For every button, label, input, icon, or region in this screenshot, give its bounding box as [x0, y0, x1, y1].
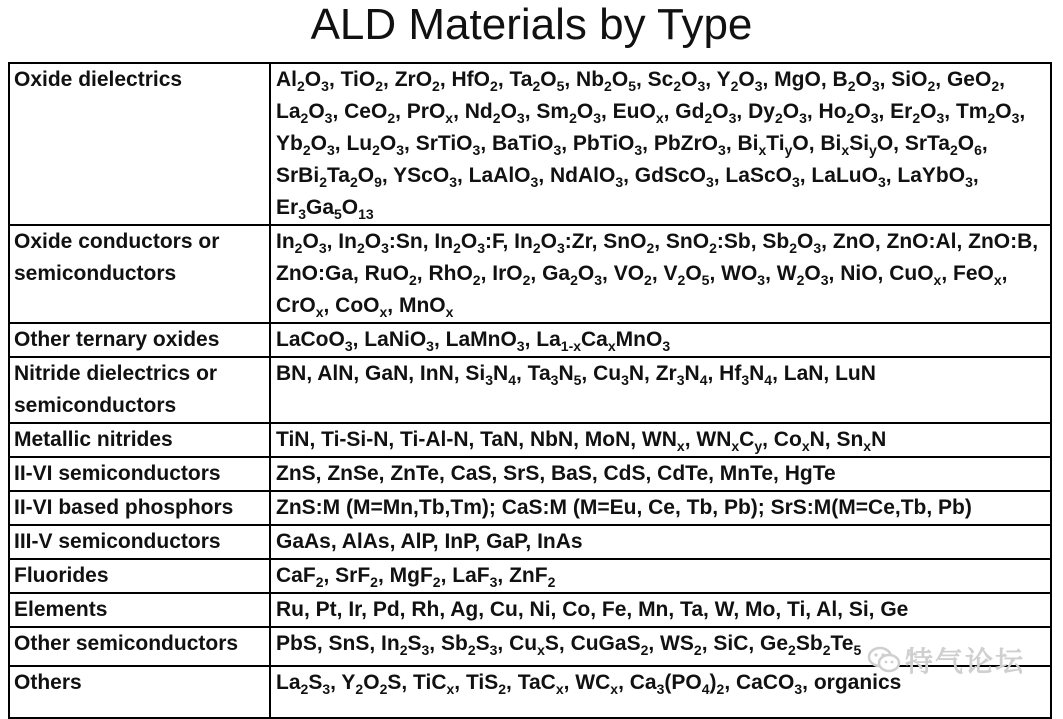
table-row	[9, 457, 1051, 491]
watermark	[867, 640, 1025, 680]
table-row	[9, 525, 1051, 559]
category-cell: Elements	[9, 593, 270, 627]
table-body	[9, 63, 1051, 718]
materials-cell: $In_2O_3$, $In_2O_3:Sn$, $In_2O_3:F$, $In_2O_3:Zr$, SnO$_2$, SnO$_2$:Sb, $Sb_2O_3$, ZnO, ZnO:Al, ZnO:B, ZnO:Ga, RuO$_2$, RhO$_2$, IrO$_2$, $Ga_2O_3$, $VO_2$, $V_2O_5$, $WO_3$, $W_2O_3$, NiO, CuO$_x$, FeO$_x$, CrO$_x$, CoO$_x$, MnO$_x$	[270, 225, 1051, 323]
category-cell: III-V semiconductors	[9, 525, 270, 559]
table-row	[9, 225, 1051, 323]
category-cell: Oxide dielectrics	[9, 63, 270, 225]
materials-cell: ZnS, ZnSe, ZnTe, CaS, SrS, BaS, CdS, CdTe, MnTe, HgTe	[270, 457, 1051, 491]
materials-cell: CaF$_2$, SrF$_2$, MgF$_2$, LaF$_3$, ZnF$_2$	[270, 559, 1051, 593]
page-title: ALD Materials by Type	[310, 0, 753, 49]
table-row	[9, 491, 1051, 525]
table-row	[9, 593, 1051, 627]
category-cell: Other semiconductors	[9, 627, 270, 666]
category-cell: Oxide conductors or semiconductors	[9, 225, 270, 323]
table-row	[9, 357, 1051, 423]
category-cell: Metallic nitrides	[9, 423, 270, 457]
category-cell: II-VI semiconductors	[9, 457, 270, 491]
category-cell: Other ternary oxides	[9, 323, 270, 357]
category-cell: Fluorides	[9, 559, 270, 593]
category-cell: Others	[9, 666, 270, 718]
table-row	[9, 423, 1051, 457]
materials-cell: TiN, Ti-Si-N, Ti-Al-N, TaN, NbN, MoN, $WN_x$, $WN_xC_y$, $Co_xN$, $Sn_xN$	[270, 423, 1051, 457]
table-row	[9, 63, 1051, 225]
materials-table	[8, 62, 1052, 719]
materials-cell: $La_2S_3$, $Y_2O_2S$, TiC$_x$, TiS$_2$, TaC$_x$, $WC_x$, $Ca_3(PO_4)_2$, CaCO$_3$, organics	[270, 666, 1051, 718]
category-cell: Nitride dielectrics or semiconductors	[9, 357, 270, 423]
materials-cell: ZnS:M (M=Mn,Tb,Tm); CaS:M (M=Eu, Ce, Tb, Pb); SrS:M(M=Ce,Tb, Pb)	[270, 491, 1051, 525]
table-row	[9, 559, 1051, 593]
wechat-icon	[867, 645, 901, 675]
materials-cell: LaCoO$_3$, LaNiO$_3$, LaMnO$_3$, $La_{1-x}Ca_xMnO_3$	[270, 323, 1051, 357]
materials-cell: PbS, SnS, $In_2S_3$, $Sb_2S_3$, $Cu_xS$, CuGaS$_2$, $WS_2$, SiC, $Ge_2Sb_2Te_5$	[270, 627, 1051, 666]
table-row	[9, 323, 1051, 357]
category-cell: II-VI based phosphors	[9, 491, 270, 525]
watermark-text: 特气论坛	[904, 646, 1025, 677]
materials-cell: BN, AlN, GaN, InN, $Si_3N_4$, $Ta_3N_5$, $Cu_3N$, $Zr_3N_4$, $Hf_3N_4$, LaN, LuN	[270, 357, 1051, 423]
materials-cell: GaAs, AlAs, AlP, InP, GaP, InAs	[270, 525, 1051, 559]
materials-cell: Ru, Pt, Ir, Pd, Rh, Ag, Cu, Ni, Co, Fe, Mn, Ta, W, Mo, Ti, Al, Si, Ge	[270, 593, 1051, 627]
materials-cell: $Al_2O_3$, TiO$_2$, ZrO$_2$, HfO$_2$, $Ta_2O_5$, $Nb_2O_5$, $Sc_2O_3$, $Y_2O_3$, MgO, $B_2O_3$, SiO$_2$, GeO$_2$, $La_2O_3$, CeO$_2$, PrO$_x$, $Nd_2O_3$, $Sm_2O_3$, EuO$_x$, $Gd_2O_3$, $Dy_2O_3$, $Ho_2O_3$, $Er_2O_3$, $Tm_2O_3$, $Yb_2O_3$, $Lu_2O_3$, SrTiO$_3$, BaTiO$_3$, PbTiO$_3$, PbZrO$_3$, $Bi_xTi_yO$, $Bi_xSi_yO$, $SrTa_2O_6$, $SrBi_2Ta_2O_9$, YScO$_3$, LaAlO$_3$, NdAlO$_3$, GdScO$_3$, LaScO$_3$, LaLuO$_3$, LaYbO$_3$, $Er_3Ga_5O_{13}$	[270, 63, 1051, 225]
